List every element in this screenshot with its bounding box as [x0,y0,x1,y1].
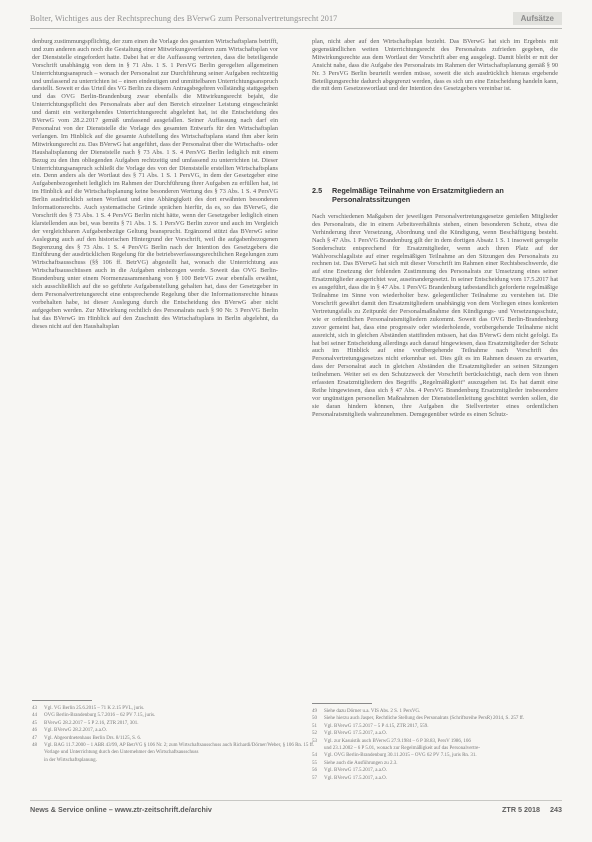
footnote [32,742,315,749]
footnote [32,757,278,764]
footnote-text: und 23.1.2002 – 6 P 5.01, wonach zur Regelmäßigkeit auf das Personalvertre- [324,746,481,752]
footer-divider [30,800,562,801]
page-header [30,9,562,27]
footnote-text: Siehe hierzu auch Jasper, Rechtliche Stellung des Personalrats (Schriftsreihe PersR) 2014, S. 257 ff. [324,716,525,722]
footnote [312,752,558,759]
footnote-number: 51 [312,723,317,729]
footnote [32,720,278,727]
footnote [312,775,558,782]
header-divider [30,28,562,29]
journal-issue: ZTR 5 2018 [502,805,540,814]
footnote-number: 55 [312,760,317,766]
page-number: 243 [550,805,562,814]
footnote-text: Siehe dazu Dörner u.a. VIS Abs. 2 S. 1 PersVG. [324,709,421,714]
footnote-text: Vgl. BVerwG 28.2.2017, a.a.O. [44,728,108,734]
left-column-text: denburg zustimmungspflichtig, der zum einen die Vorlage des gesamten Wirtschaftsplans betrifft, und zum anderen auch noch die Gestaltung einer Mitwirkungsverfahren zum Wirtschaftsplan vor der Dienststelle eingefordert hatte. Dabei hat er die Auffassung vertreten, dass die beteiligende Vorschrift unabhängig von dem in § 71 Abs. 1 S. 1 PersVG Berlin geregelten allgemeinen Unterrichtungsanspruch – wonach der Personalrat zur Durchführung seiner Aufgaben rechtzeitig und umfassend zu unterrichten ist – einen eindeutigen und unmittelbaren Unterrichtungsanspruch darstellt. Soweit er das Urteil des VG Berlin zu diesem Antragsbegehren vollständig stattgegeben und das OVG Berlin-Brandenburg zwar ebenfalls die Mitwirkungsrecht bejaht, die Unterrichtungspflicht des Personalrats aber auf den Bereich einzelner Leistung eingeschränkt und damit ein weitergehendes Unterrichtungsrecht abgelehnt hat, ist die Entscheidung des BVerwG vom 28.2.2017 gemäß umfassend ausgefallen. Seiner Auffassung nach darf ein Personalrat von der Dienststelle die Vorlage des gesamten Entwurfs für den Wirtschaftsplan verlangen. Im Hinblick auf die gesamte Aufstellung des Wirtschaftsplans stand ihm aber kein Mitwirkungsrecht zu. Das BVerwG hat angeführt, dass der Personalrat über die Wirtschafts- oder Haushaltsplanung der Dienststelle nach § 73 Abs. 1 S. 4 PersVG Berlin lediglich mit einem Bezug zu den ihm obliegenden Aufgaben rechtzeitig und umfassend zu unterrichten ist. Dieser Unterrichtungsanspruch schließt die Vorlage des von der Dienststelle erstellten Wirtschaftsplans ein. Denn anders als der Wortlaut des § 71 Abs. 1 S. 1 PersVG, in dem der Gesetzgeber eine Aufgabenbezogenheit lediglich im Rahmen der Durchführung ihrer Aufgaben zu erfüllen hat, ist im Hinblick auf die Wirtschaftsplanung keine besonderen Wertung des § 73 Abs. 1 S. 4 PersVG Berlin ausdrücklich seinen Wortlaut und eine Abhängigkeit des dort erwähnten besonderen Informationsrechts. Auch systematische Gründe sprächen hierfür, da es, so das BVerwG, die Vorschrift des § 73 Abs. 1 S. 4 PersVG Berlin nicht hätte, wenn der Gesetzgeber lediglich einen klarstellenden aus bei, was bereits § 71 Abs. 1 S. 1 PersVG Berlin zuvor und auch im Vergleich der vergleichbaren Aufgabenbezüge Geltung beansprucht. Ergänzend stützt das BVerwG seine Auslegung auch auf den historischen Hintergrund der Vorschrift, weil die aufgabenbezogenen Begrenzung des § 73 Abs. 1 S. 4 PersVG Berlin nach der Intention des Gesetzgebers die Einführung der ausdrücklichen Regelung für die betriebsverfassungsrechtlichen Regelungen zum Wirtschaftsausschuss (§§ 106 ff. BetrVG) abgestellt hat, wonach die Unterrichtung aus Wirtschaftsausschüssen auch in die Aufgaben einbezogen werde. Soweit das OVG Berlin-Brandenburg unter einem Normenzusammenhang von § 100 BetrVG zwar ebenfalls erwähnt, sich ausschließlich auf die so geführte Aufgabenstellung gehalten hat, dass der Gesetzgeber in dem Personalvertretungsrecht eine entsprechende Regelung über die Informationsrechte hinaus vorbehalten habe, ist dieser Auslegung durch die Entscheidung des BVerwG aber nicht aufgegeben werden. Zur Mitwirkung rechtlich des Personalrats nach § 90 Nr. 3 PersVG Berlin hat das BVerwG im Hinblick auf den Zuschnitt des Wirtschaftsplans in Berlin abgelehnt, da dieses nicht auf den Haushaltsplan [32,38,278,330]
footnote [312,767,558,774]
footnote-number: 52 [312,731,317,737]
footnote-number: 45 [32,720,37,726]
footnote-text: Vorlage und Unterrichtung durch den Unternehmer den Wirtschaftsausschuss [44,750,199,756]
footnote-number [312,745,324,752]
running-title: Bolter, Wichtiges aus der Rechtsprechung des BVerwG zum Personalvertretungsrecht 2017 [30,13,338,23]
footnote [32,727,278,734]
footnote-text: Vgl. BVerwG 17.5.2017, a.a.O. [324,731,388,737]
section-heading [312,186,558,204]
section-badge: Aufsätze [513,12,562,25]
footnote-text: Vgl. VG Berlin 25.6.2015 – 71 K 2.15 PVL, juris. [44,706,145,711]
footnote-number: 54 [312,753,317,759]
footnote [312,715,558,722]
footnote-number: 56 [312,768,317,774]
footnote-divider-right [312,703,372,704]
footnote-text: Vgl. BAG 11.7.2000 – 1 ABR 43/99, AP BetrVG § 106 Nr. 2; zum Wirtschaftsausschuss auch Richardi/Dörner/Weber, § 106 Rn. 15 ff. [44,743,315,749]
footnote-text: Vgl. BVerwG 17.5.2017, a.a.O. [324,768,388,774]
footnote [312,738,558,745]
right-column-top-text: plan, nicht aber auf den Wirtschaftsplan bezieht. Das BVerwG hat sich im Ergebnis mit gegenständlichen weiten Unterrichtungsrecht des Personalrats zufrieden gegeben, die Mitwirkungsrechte aus dem Wortlaut der Vorschrift aber eng ausgelegt. Damit bleibt er mit der Ansicht nahe, dass die Aufgabe des Personalrats im Rahmen der Wirtschaftsplanung gemäß § 90 Nr. 3 PersVG Berlin beurteilt werden müsse, soweit die sich ausdrücklich hieraus ergebende Beteiligungsrechte dadurch abgegrenzt werden, dass es sich um eine Entscheidung handeln kann, die mit dem Gesetzeswortlaut und der Intention des Gesetzgebers vereinbar ist. [312,38,558,93]
footnote [312,745,558,752]
footnote [312,760,558,767]
footnote-text: Vgl. BVerwG 17.5.2017 – 5 P 4.15, ZTR 2017, 559. [324,723,429,729]
right-column-body-text: Nach verschiedenen Maßgaben der jeweiligen Personalvertretungsgesetze genießen Mitglieder des Personalrats, die in einem Arbeitsverhältnis stehen, einen besonderen Schutz, etwa die Verhinderung ihrer Versetzung, Abordnung und die Kündigung, wenn Beschäftigung besteht. Nach § 47 Abs. 1 PersVG Brandenburg gilt der in dem dortigen Absatz 1 S. 1 insoweit geregelte Sonderschutz entsprechend für Ersatzmitglieder, wenn auch ihren Platz auf der Wahlvorschlagsliste auf einer regelmäßigen Teilnahme an den Sitzungen des Personalrats zu rechnen ist. Das BVerwG hat sich mit dieser Vorschrift im Rahmen einer Rechtsbeschwerde, die auf eine Ersetzung der fehlenden Zustimmung des Personalrats zur Umsetzung eines seiner Ersatzmitglieder ausgerichtet war, auseinandergesetzt. In seiner Entscheidung vom 17.5.2017 hat es ausgeführt, dass die in § 47 Abs. 1 PersVG Brandenburg tatbestandlich geforderte regelmäßige Teilnahme im Sinne von wiederholter bzw. gelegentlicher Teilnahme zu verstehen ist. Die Vorschrift gewährt damit den Ersatzmitgliedern unabhängig von dem Vorliegen eines konkreten Vertretungsfalls zu Zeitpunkt der Personalmaßnahme den Kündigungs- und Versetzungsschutz, wie er ordentlichen Personalratsmitgliedern zukommt. Soweit das OVG Berlin-Brandenburg zuvor gemeint hat, dass eine progressiv oder wiederholende, vorübergehende Teilnahme nicht ausreicht, sich in gleichen Abständen stattfinden müssen, hat das BVerwG dem nicht gefolgt. Es hat bei seiner Entscheidung allerdings auch darauf hingewiesen, dass Ersatzmitglieder der Schutz auch im Hinblick auf eine vorübergehende Teilnahme nach Vorschrift des Personalvertretungsgesetzes nicht erkennbar sei. Dies gilt es im Rahmen dessen zu erwarten, dass der Personalrat auch in gleichen Abständen die Ersatzmitglieder an seinen Sitzungen teilnehmen. Weiter sei es den Schutzzweck der Vorschrift berücksichtigt, nach dem von ihnen erfassten Ersatzmitgliedern des Begriffs „Regelmäßigkeit“ auszugehen ist. Es hat damit eine Reihe hingewiesen, dass sich § 47 Abs. 4 PersVG Brandenburg Ersatzmitglieder insbesondere vor ungünstigen personellen Maßnahmen der Dienststellenleitung geschützt werden sollen, die sie daran hindern können, ihre Aufgaben die Stellvertreter eines ordentlichen Personalratsmitglieds wahrzunehmen. Demgegenüber würde es einen Schutz- [312,213,558,418]
footnote-number: 46 [32,728,37,734]
footnote [312,723,558,730]
footer-link-text: News & Service online – www.ztr-zeitschrift.de/archiv [30,805,212,814]
footnote-text: in der Wirtschaftsplanung. [44,757,97,763]
footnote [312,730,558,737]
footnote-text: Vgl. BVerwG 17.5.2017, a.a.O. [324,775,388,781]
footnote [312,708,558,715]
footnote-text: Siehe auch die Ausführungen zu 2.3. [324,760,398,766]
footnote [32,735,278,742]
footnote [32,705,278,712]
footnote-number [32,749,44,756]
footnote-number [32,757,44,764]
section-number: 2.5 [312,186,323,195]
page-footer [30,805,562,814]
footnote-number: 57 [312,775,317,781]
footnote-text: Vgl. OVG Berlin-Brandenburg 30.11.2015 – OVG 62 PV 7.15, juris Rn. 31. [324,753,477,759]
footnotes-right [312,708,558,782]
footnote-number: 44 [32,713,37,719]
footnote-text: OVG Berlin-Brandenburg 5.7.2016 – 62 PV 7.15, juris. [44,713,156,719]
footnote-number: 53 [312,738,317,744]
footnote-number: 49 [312,709,317,714]
footnote-divider-left [32,700,92,701]
footnote-text: Vgl. zur Kasuistik auch BVerwG 27.9.1984 – 6 P 38.83, PersV 1986, 166 [324,738,471,744]
footnote-number: 43 [32,706,37,711]
footnote-number: 50 [312,716,317,722]
footnote-text: BVerwG 28.2.2017 – 5 P 2.16, ZTR 2017, 301. [44,720,139,726]
section-title: Regelmäßige Teilnahme von Ersatzmitgliedern an Personalratssitzungen [332,186,504,204]
footnote [32,749,278,756]
footnote-number: 47 [32,735,37,741]
footnote [32,712,278,719]
footnote-number: 48 [32,743,37,749]
footnote-text: Vgl. Abgeordnetenhaus Berlin Drs. 8/1125, S. 6. [44,735,142,741]
